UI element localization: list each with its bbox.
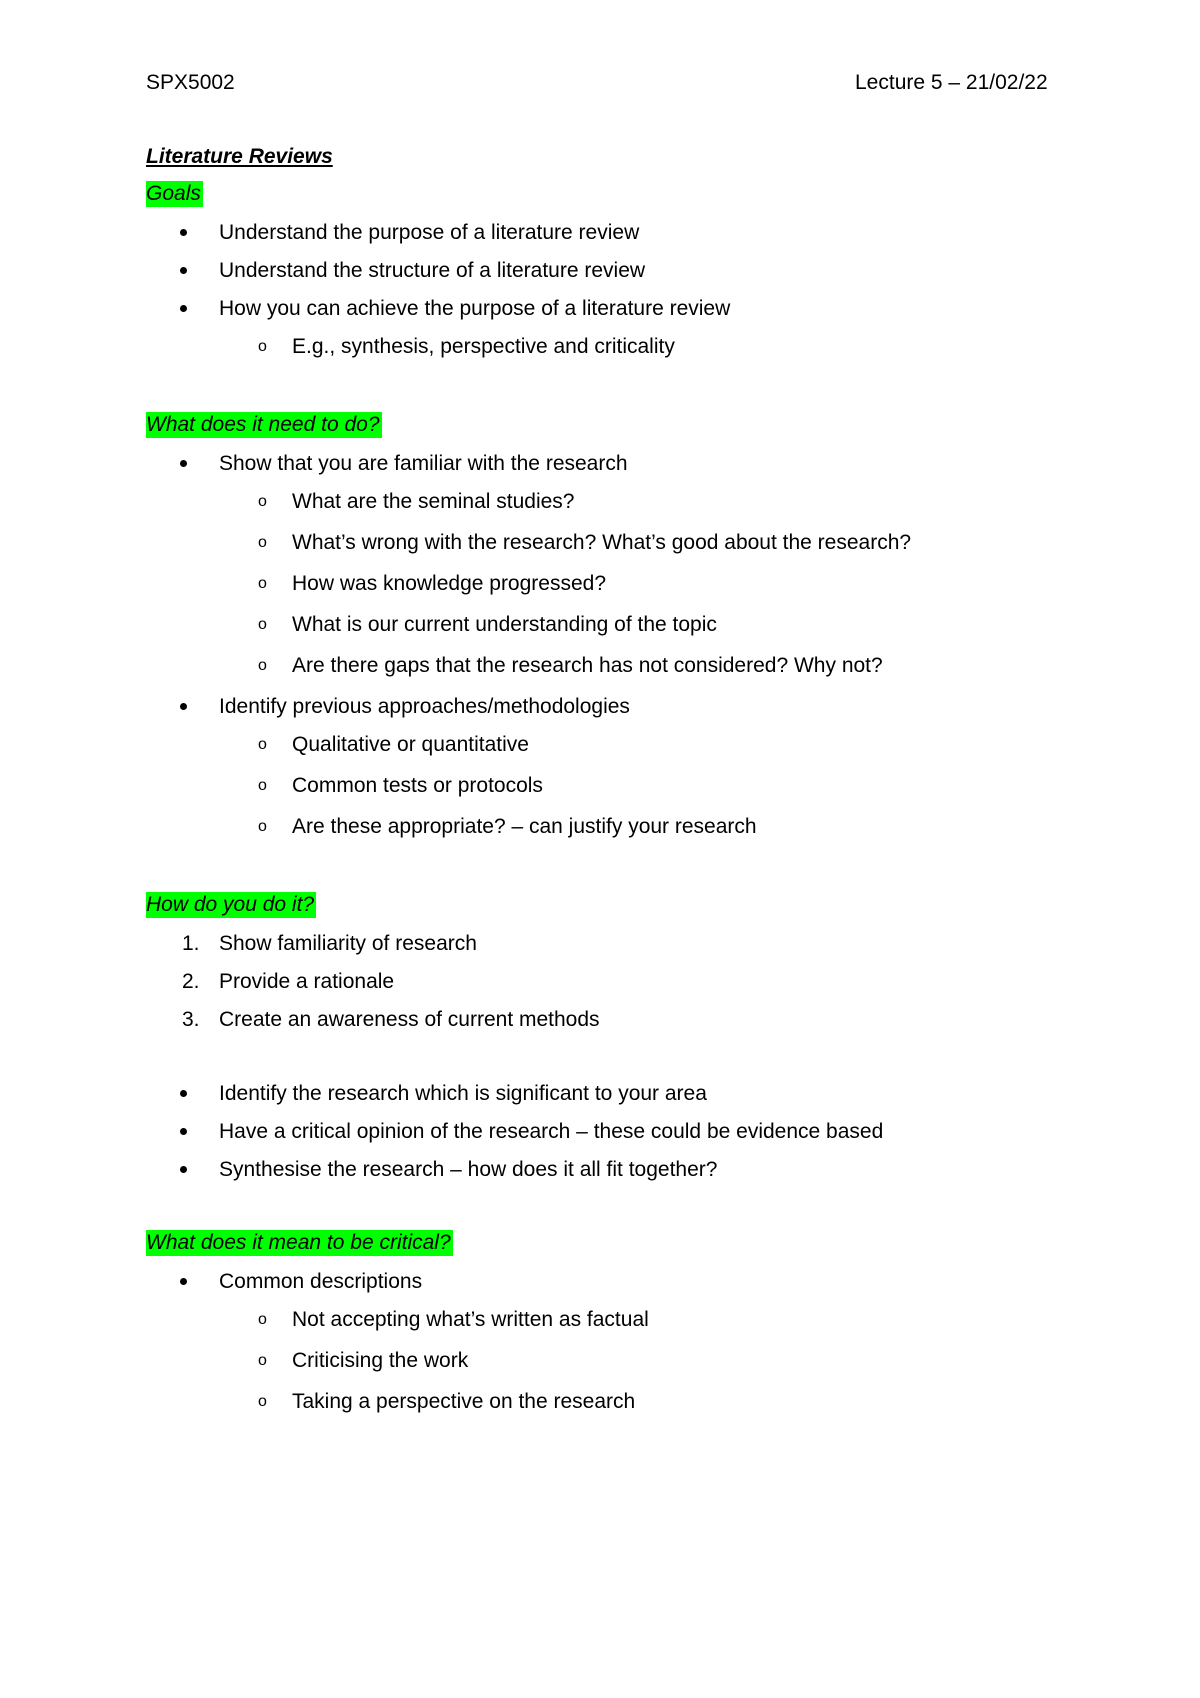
item-number: 3. — [182, 1008, 200, 1031]
list-item-text: Synthesise the research – how does it all fit together? — [219, 1158, 718, 1181]
sub-list-item-text: What are the seminal studies? — [292, 490, 575, 513]
list-item — [146, 219, 1106, 257]
bullet-icon — [180, 1118, 200, 1146]
sub-list-item-text: Common tests or protocols — [292, 774, 543, 797]
sub-list-item-text: Not accepting what’s written as factual — [292, 1308, 649, 1331]
bullet-icon — [180, 1156, 200, 1184]
list-item-text: Identify previous approaches/methodologies — [219, 695, 630, 718]
goals-heading: Goals — [146, 182, 201, 205]
sub-bullet-icon: o — [258, 1393, 267, 1410]
sub-list-item-text: Criticising the work — [292, 1349, 469, 1372]
header-lecture-info: Lecture 5 – 21/02/22 — [855, 71, 1048, 94]
list-item — [146, 693, 1106, 731]
bullet-icon — [180, 1080, 200, 1108]
how-do-heading-wrap — [146, 892, 1106, 922]
sub-list-item — [146, 570, 1106, 611]
bullet-icon — [180, 219, 200, 247]
sub-bullet-icon: o — [258, 338, 267, 355]
sub-list-item-text: E.g., synthesis, perspective and criticality — [292, 335, 675, 358]
bullet-icon — [180, 295, 200, 323]
sub-list-item — [146, 1388, 1106, 1429]
list-item — [146, 1268, 1106, 1306]
sub-list-item-text: What’s wrong with the research? What’s good about the research? — [292, 531, 912, 554]
sub-list-item — [146, 1306, 1106, 1347]
bullet-icon — [180, 450, 200, 478]
sub-list-item — [146, 333, 1106, 374]
sub-bullet-icon: o — [258, 616, 267, 633]
need-to-do-heading-wrap — [146, 412, 1106, 442]
sub-bullet-icon: o — [258, 534, 267, 551]
sub-list-item — [146, 529, 1106, 570]
numbered-item-text: Provide a rationale — [219, 970, 395, 993]
how-do-heading: How do you do it? — [146, 893, 315, 916]
header-course-code: SPX5002 — [146, 71, 235, 94]
goals-list — [146, 219, 1106, 374]
goals-heading-wrap — [146, 181, 1106, 211]
list-item-text: Have a critical opinion of the research – these could be evidence based — [219, 1120, 884, 1143]
numbered-item-text: Create an awareness of current methods — [219, 1008, 600, 1031]
list-item — [146, 1080, 1106, 1118]
numbered-item — [146, 968, 1106, 1006]
list-item-text: Understand the structure of a literature review — [219, 259, 646, 282]
sub-list-item-text: Are there gaps that the research has not considered? Why not? — [292, 654, 883, 677]
sub-bullet-icon: o — [258, 1352, 267, 1369]
sub-bullet-icon: o — [258, 777, 267, 794]
sub-list-item-text: How was knowledge progressed? — [292, 572, 607, 595]
sub-bullet-icon: o — [258, 657, 267, 674]
how-do-bullet-list — [146, 1080, 1106, 1194]
list-item — [146, 1156, 1106, 1194]
numbered-item — [146, 930, 1106, 968]
critical-list — [146, 1268, 1106, 1429]
list-item — [146, 295, 1106, 333]
item-number: 2. — [182, 970, 200, 993]
page-title: Literature Reviews — [146, 145, 333, 168]
bullet-icon — [180, 1268, 200, 1296]
sub-list-item — [146, 813, 1106, 854]
list-item-text: Identify the research which is significant to your area — [219, 1082, 707, 1105]
numbered-item-text: Show familiarity of research — [219, 932, 477, 955]
need-to-do-heading: What does it need to do? — [146, 413, 380, 436]
sub-list-item-text: Qualitative or quantitative — [292, 733, 529, 756]
sub-list-item — [146, 488, 1106, 529]
critical-heading-wrap — [146, 1230, 1106, 1260]
sub-list-item — [146, 611, 1106, 652]
sub-bullet-icon: o — [258, 575, 267, 592]
sub-list-item-text: Taking a perspective on the research — [292, 1390, 636, 1413]
sub-list-item — [146, 1347, 1106, 1388]
critical-heading: What does it mean to be critical? — [146, 1231, 451, 1254]
list-item-text: Understand the purpose of a literature review — [219, 221, 640, 244]
sub-list-item — [146, 731, 1106, 772]
bullet-icon — [180, 693, 200, 721]
bullet-icon — [180, 257, 200, 285]
document-body — [146, 143, 1106, 1429]
how-do-numbered-list — [146, 930, 1106, 1044]
list-item — [146, 450, 1106, 488]
sub-bullet-icon: o — [258, 818, 267, 835]
list-item-text: Common descriptions — [219, 1270, 423, 1293]
list-item — [146, 1118, 1106, 1156]
sub-list-item — [146, 772, 1106, 813]
sub-bullet-icon: o — [258, 736, 267, 753]
sub-bullet-icon: o — [258, 493, 267, 510]
sub-list-item-text: What is our current understanding of the topic — [292, 613, 717, 636]
list-item-text: How you can achieve the purpose of a literature review — [219, 297, 731, 320]
sub-bullet-icon: o — [258, 1311, 267, 1328]
sub-list-item-text: Are these appropriate? – can justify your research — [292, 815, 757, 838]
item-number: 1. — [182, 932, 200, 955]
sub-list-item — [146, 652, 1106, 693]
list-item-text: Show that you are familiar with the research — [219, 452, 628, 475]
numbered-item — [146, 1006, 1106, 1044]
list-item — [146, 257, 1106, 295]
need-to-do-list — [146, 450, 1106, 854]
